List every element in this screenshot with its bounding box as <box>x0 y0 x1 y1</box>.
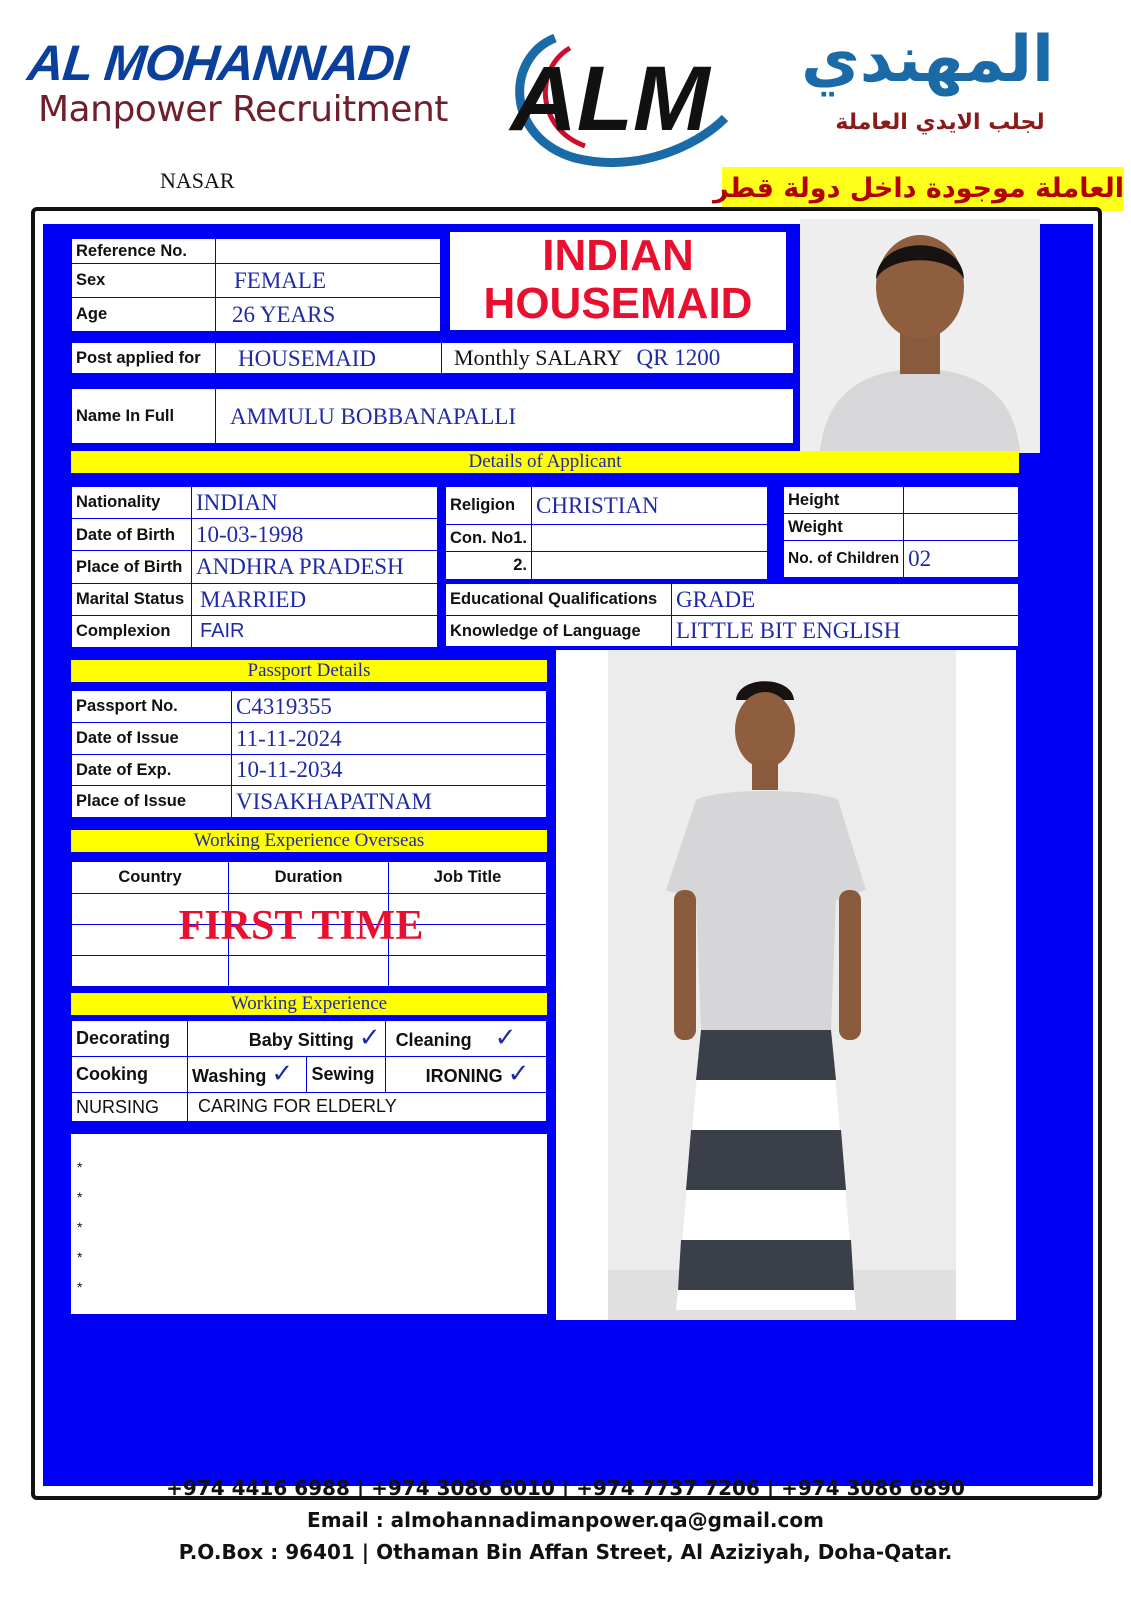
weight-label: Weight <box>784 513 904 540</box>
job-title-column: Job Title <box>389 862 547 894</box>
skill-nursing: NURSING <box>72 1092 188 1121</box>
title-box <box>450 232 786 330</box>
issue-date-label: Date of Issue <box>72 722 232 754</box>
expiry-date-label: Date of Exp. <box>72 754 232 786</box>
notes-bullet: * <box>77 1219 83 1235</box>
brand-name-arabic: المهندي <box>801 23 1054 97</box>
pob-label: Place of Birth <box>72 551 192 583</box>
sex-value: FEMALE <box>216 263 441 297</box>
education-label: Educational Qualifications <box>446 584 672 616</box>
passport-table <box>71 690 547 818</box>
title-line-2: HOUSEMAID <box>483 279 753 328</box>
post-value: HOUSEMAID <box>216 343 442 374</box>
age-label: Age <box>72 297 216 331</box>
skill-caring-elderly: CARING FOR ELDERLY <box>188 1092 547 1121</box>
notes-bullet: * <box>77 1159 83 1175</box>
skill-ironing: IRONING <box>425 1066 503 1087</box>
brand-subtitle-arabic: لجلب الايدي العاملة <box>835 110 1045 135</box>
children-value: 02 <box>904 540 1019 577</box>
alm-logo <box>485 18 735 168</box>
dob-label: Date of Birth <box>72 519 192 551</box>
skill-baby-sitting: Baby Sitting <box>248 1030 354 1051</box>
name-table <box>71 388 794 444</box>
notes-box <box>71 1134 547 1314</box>
con2-label: 2. <box>446 552 532 580</box>
cleaning-check-icon: ✓ <box>494 1023 517 1054</box>
language-label: Knowledge of Language <box>446 615 672 647</box>
notes-bullet: * <box>77 1249 83 1265</box>
post-salary-table <box>71 342 794 374</box>
con1-label: Con. No1. <box>446 524 532 552</box>
passport-no-value: C4319355 <box>232 691 547 723</box>
skill-decorating: Decorating <box>72 1021 188 1057</box>
nationality-value: INDIAN <box>192 487 438 519</box>
footer-email: Email : almohannadimanpower.qa@gmail.com <box>307 1508 824 1532</box>
religion-label: Religion <box>446 487 532 525</box>
nationality-label: Nationality <box>72 487 192 519</box>
place-of-issue-label: Place of Issue <box>72 786 232 818</box>
body-stats-table <box>783 486 1019 578</box>
complexion-label: Complexion <box>72 615 192 647</box>
experience-header: Working Experience <box>71 993 547 1015</box>
skill-cleaning: Cleaning <box>395 1030 472 1051</box>
title-line-1: INDIAN <box>542 231 694 280</box>
place-of-issue-value: VISAKHAPATNAM <box>232 786 547 818</box>
notes-bullet: * <box>77 1189 83 1205</box>
baby-sitting-check-icon: ✓ <box>358 1023 381 1054</box>
overseas-header: Working Experience Overseas <box>71 830 547 852</box>
name-label: Name In Full <box>72 389 216 444</box>
issue-date-value: 11-11-2024 <box>232 722 547 754</box>
education-table <box>445 583 1019 647</box>
dob-value: 10-03-1998 <box>192 519 438 551</box>
sex-label: Sex <box>72 263 216 297</box>
education-value: GRADE <box>672 584 1019 616</box>
applicant-full-photo <box>556 650 1016 1320</box>
expiry-date-value: 10-11-2034 <box>232 754 547 786</box>
logo-text: ALM <box>510 48 710 150</box>
complexion-value: FAIR <box>192 615 438 647</box>
arabic-location-banner: العاملة موجودة داخل دولة قطر <box>722 167 1124 211</box>
basic-info-table <box>71 238 441 332</box>
name-value: AMMULU BOBBANAPALLI <box>216 389 794 444</box>
experience-table <box>71 1020 547 1122</box>
brand-subtitle: Manpower Recruitment <box>38 89 448 130</box>
brand-name-english: AL MOHANNADI <box>25 35 410 91</box>
religion-value: CHRISTIAN <box>532 487 768 525</box>
duration-column: Duration <box>229 862 389 894</box>
post-label: Post applied for <box>72 343 216 374</box>
reference-value <box>216 239 441 264</box>
country-column: Country <box>72 862 229 894</box>
passport-header: Passport Details <box>71 660 547 682</box>
marital-label: Marital Status <box>72 583 192 615</box>
reference-label: Reference No. <box>72 239 216 264</box>
washing-check-icon: ✓ <box>271 1059 294 1090</box>
notes-bullet: * <box>77 1279 83 1295</box>
religion-table <box>445 486 768 580</box>
salary-value: QR 1200 <box>636 345 721 370</box>
details-header: Details of Applicant <box>71 451 1019 473</box>
language-value: LITTLE BIT ENGLISH <box>672 615 1019 647</box>
skill-washing: Washing <box>192 1066 267 1087</box>
details-left-table <box>71 486 438 648</box>
skill-sewing: Sewing <box>307 1056 385 1092</box>
pob-value: ANDHRA PRADESH <box>192 551 438 583</box>
footer-phones: +974 4416 6988 | +974 3086 6010 | +974 7737 7206 | +974 3086 6890 <box>166 1476 965 1500</box>
passport-no-label: Passport No. <box>72 691 232 723</box>
footer-address: P.O.Box : 96401 | Othaman Bin Affan Street, Al Aziziyah, Doha-Qatar. <box>178 1540 953 1564</box>
salary-label: Monthly SALARY <box>454 345 623 370</box>
skill-cooking: Cooking <box>72 1056 188 1092</box>
ironing-check-icon: ✓ <box>507 1059 530 1090</box>
children-label: No. of Children <box>784 540 904 577</box>
marital-value: MARRIED <box>192 583 438 615</box>
age-value: 26 YEARS <box>216 297 441 331</box>
applicant-headshot <box>800 219 1040 453</box>
overseas-note: FIRST TIME <box>178 903 424 949</box>
agent-name: NASAR <box>160 168 235 193</box>
height-label: Height <box>784 487 904 514</box>
